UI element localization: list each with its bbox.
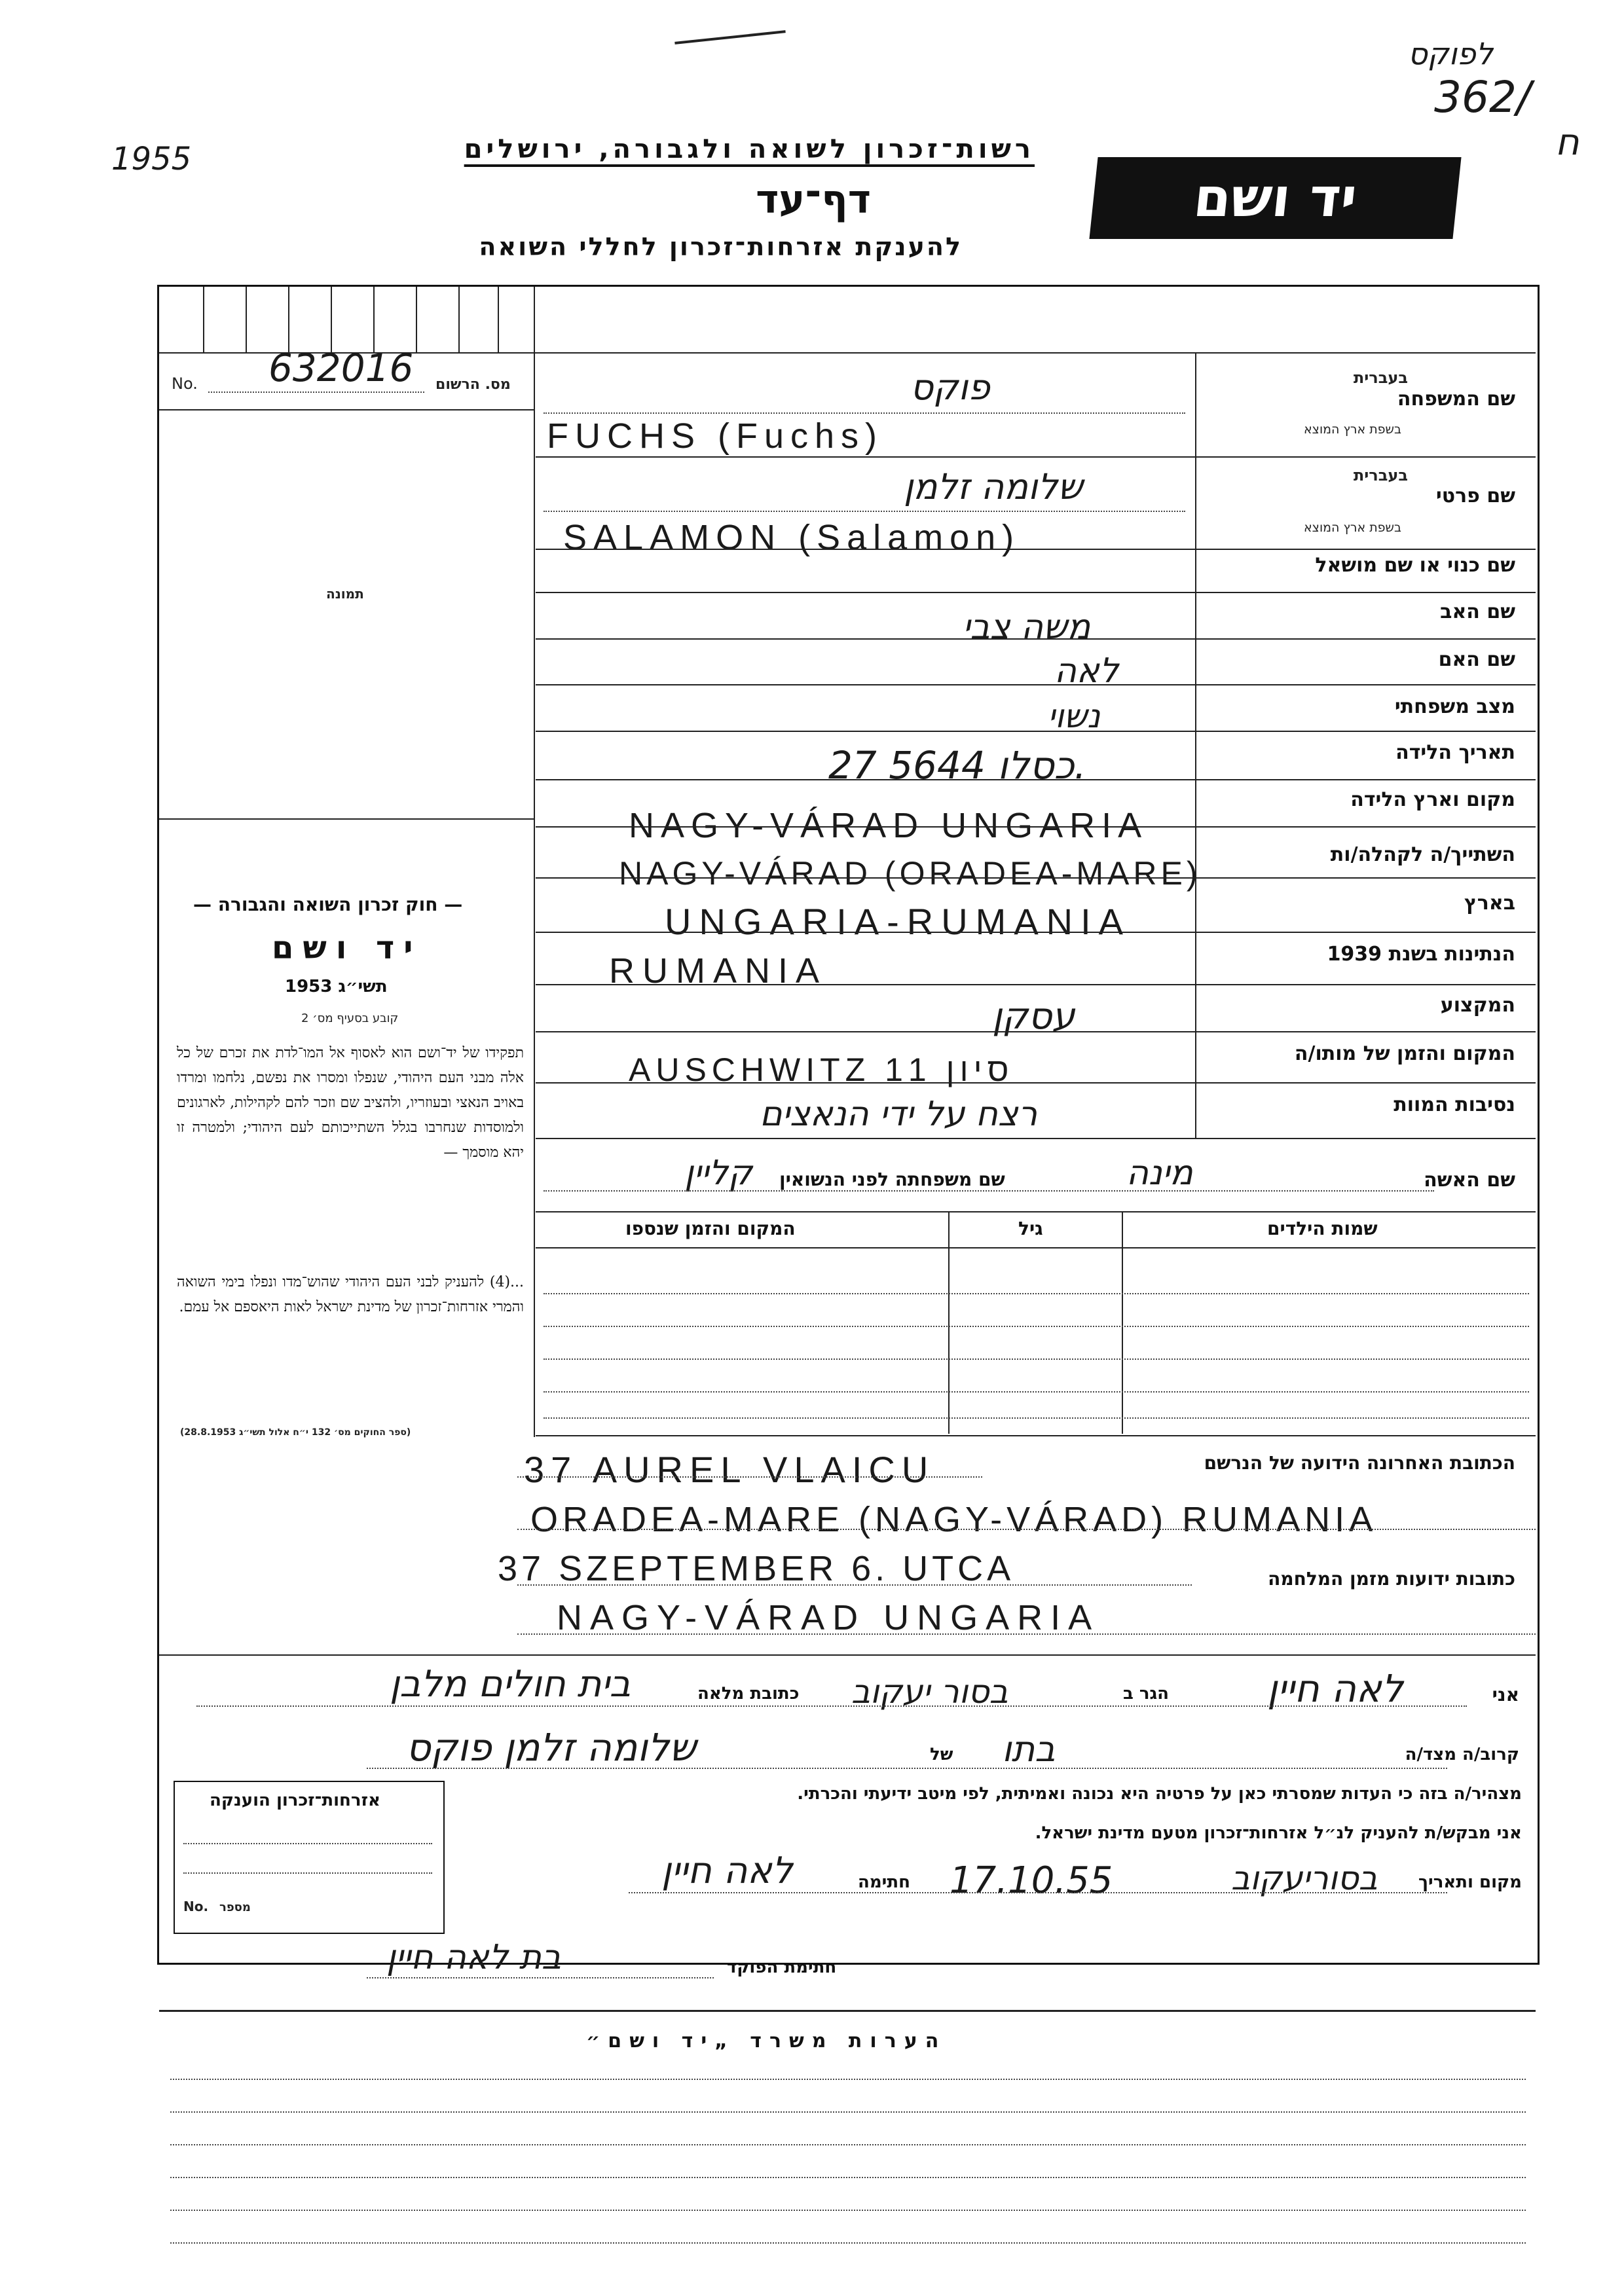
birth-date-label: תאריך הלידה [1395, 741, 1515, 764]
citizenship-box-number-label: מספר [219, 1901, 251, 1914]
strip-cell [246, 287, 247, 352]
birth-date-value: כסלו 5644 27. [828, 743, 1086, 788]
relative-dotted [367, 1768, 1447, 1769]
row-line [536, 779, 1536, 780]
relation-value: בתו [1002, 1728, 1056, 1770]
profession-value: עסקן [992, 995, 1075, 1038]
law-title: — חוק זכרון השואה והגבורה — [193, 894, 463, 915]
resident-value: בסור יעקוב [851, 1673, 1008, 1711]
wife-dotted [544, 1190, 1434, 1192]
first-name-latin: SALAMON (Salamon) [563, 518, 1021, 557]
family-name-hebrew: פוקס [910, 367, 990, 408]
yad-vashem-logo [1089, 157, 1461, 239]
father-value: משה צבי [963, 608, 1091, 647]
officer-label: חתימת הפוקד [727, 1958, 837, 1977]
row-line [536, 1082, 1536, 1084]
table-col-divider [1122, 1211, 1123, 1434]
of-label: של [930, 1745, 953, 1764]
corner-note-3: ח [1555, 121, 1579, 164]
last-address-line2: ORADEA-MARE (NAGY-VÁRAD) RUMANIA [530, 1500, 1378, 1539]
notes-line [170, 2242, 1526, 2244]
strip-cell [288, 287, 289, 352]
children-header-age: גיל [1018, 1218, 1043, 1239]
birth-place-value: NAGY-VÁRAD UNGARIA [629, 806, 1149, 845]
notes-line [170, 2111, 1526, 2113]
declarant-ani-label: אני [1492, 1684, 1519, 1705]
table-row [544, 1358, 1529, 1360]
corner-note-2: 362/ [1434, 72, 1532, 122]
citizenship-label: הנתינות בשנת 1939 [1327, 943, 1515, 966]
row-line [536, 731, 1536, 732]
children-header-place: המקום והזמן שנספו [625, 1218, 796, 1239]
place-value: בסוריעקוב [1231, 1859, 1378, 1897]
institution-name: רשות־זכרון לשואה ולגבורה, ירושלים [464, 134, 1035, 164]
death-place-label: המקום והזמן של מותו/ה [1294, 1042, 1515, 1065]
citizenship-box-dotted [183, 1872, 432, 1874]
notes-line [170, 2210, 1526, 2211]
logo-text: יד ושם [1190, 167, 1360, 229]
row-line [536, 456, 1536, 458]
citizenship-box-dotted [183, 1843, 432, 1844]
war-address-line2: NAGY-VÁRAD UNGARIA [557, 1598, 1100, 1637]
request-text: אני מבקש/ת להעניק לנ״ל אזרחות־זכרון מטעם מדינת ישראל. [1035, 1823, 1522, 1843]
community-label: השתייך/ה לקהלה/ות [1330, 843, 1515, 866]
registration-line [159, 409, 534, 410]
row-line [536, 1138, 1536, 1139]
top-left-note: 1955 [111, 141, 192, 177]
strip-cell [458, 287, 460, 352]
wife-value: מינה [1126, 1154, 1193, 1193]
law-name: יד ושם [272, 930, 422, 966]
profession-label: המקצוע [1440, 994, 1515, 1017]
law-text: תפקידו של יד־ושם הוא לאסוף אל המו־לדת את זכרם של כל אלה מבני העם היהודי, שנפלו ומסרו את נפשם, נלחמו ומרדו באויב הנאצי ובעוזריו, ולהציב שם וזכר להם לקהילות, לארגונים ולמוסדות שנחרבו בגלל השתייכותם לעם היהודי; ולמטרה זו יהא מוסמך — [177, 1045, 524, 1161]
family-name-label: שם המשפחה [1397, 388, 1515, 410]
country-value: UNGARIA-RUMANIA [665, 901, 1132, 942]
signature-label: חתימה [858, 1872, 910, 1892]
address-dotted [517, 1529, 1536, 1530]
of-value: שלומה זלמן פוקס [406, 1725, 697, 1770]
label-divider [1195, 352, 1196, 1138]
law-year: תשי״ג 1953 [285, 977, 388, 996]
citizenship-box-title: אזרחות־זכרון הוענקה [210, 1791, 380, 1810]
table-header-line [536, 1247, 1536, 1248]
table-row [544, 1293, 1529, 1294]
birth-place-label: מקום וארץ הלידה [1350, 788, 1515, 811]
officer-dotted [367, 1977, 714, 1978]
photo-bottom-line [159, 818, 534, 820]
first-name-label: שם פרטי [1435, 484, 1515, 507]
table-row [544, 1417, 1529, 1419]
law-text-2: ...(4) להעניק לבני העם היהודי שהוש־מדו ונפלו בימי השואה והמרי אזרחות־זכרון של מדינת ישראל לאות היאספם אל עמם. [177, 1274, 524, 1315]
father-label: שם האב [1440, 600, 1515, 623]
table-bottom-line [536, 1435, 1536, 1436]
row-line [536, 877, 1536, 879]
top-dash-mark [674, 30, 785, 45]
declarant-name: לאה חיין [1267, 1666, 1403, 1711]
form-subtitle: להענקת אזרחות־זכרון לחללי השואה [479, 232, 963, 261]
table-col-divider [948, 1211, 950, 1434]
family-name-sub-origin: בשפת ארץ המוצא [1303, 422, 1401, 437]
office-notes-title: הערות משרד „יד ושם״ [586, 2030, 947, 2052]
family-name-dotted [544, 412, 1185, 414]
war-address-label: כתובות ידועות מזמן המלחמה [1268, 1568, 1515, 1590]
first-name-dotted [544, 511, 1185, 512]
family-name-latin: FUCHS (Fuchs) [547, 416, 884, 456]
address-dotted [517, 1584, 1192, 1586]
relative-label: קרוב/ה מצד/ה [1405, 1745, 1519, 1764]
marital-label: מצב משפחתי [1394, 695, 1515, 718]
column-divider [534, 287, 535, 1437]
declaration-text: מצהיר/ה בזה כי העדות שמסרתי כאן על פרטיה היא נכונה ואמיתית, לפי מיטב ידיעתי והכרתי. [797, 1784, 1522, 1804]
law-source: (ספר החוקים מס׳ 132 י״ח אלול תשי״ג 28.8.1953) [180, 1427, 411, 1438]
row-line [536, 932, 1536, 933]
place-date-label: מקום ותאריך [1418, 1872, 1522, 1892]
row-line [536, 684, 1536, 685]
officer-value: בת לאה חיין [386, 1938, 561, 1977]
nickname-label: שם כנוי או שם מושאל [1315, 554, 1515, 577]
section-line [159, 1654, 1536, 1656]
signature-value: לאה חיין [661, 1850, 793, 1892]
registration-value: 632016 [268, 346, 414, 390]
row-line [536, 1031, 1536, 1032]
death-place-value: AUSCHWITZ סיון 11 [629, 1051, 1014, 1088]
first-name-sub-origin: בשפת ארץ המוצא [1303, 520, 1401, 535]
citizenship-box-no-label: No. [183, 1899, 209, 1914]
community-value: NAGY-VÁRAD (ORADEA-MARE) [619, 855, 1202, 892]
country-label: בארץ [1464, 892, 1515, 915]
row-line [536, 638, 1536, 640]
strip-cell [203, 287, 204, 352]
family-name-sub-hebrew: בעברית [1353, 369, 1408, 387]
table-row [544, 1391, 1529, 1393]
last-address-label: הכתובת האחרונה הידועה של הנרשם [1204, 1452, 1515, 1474]
registration-label: מס. הרשום [435, 376, 511, 393]
section-line [159, 2010, 1536, 2012]
address-dotted [517, 1633, 1536, 1635]
strip-cell [373, 287, 375, 352]
full-address-value: בית חולים מלבן [390, 1663, 631, 1705]
row-line [536, 1211, 1536, 1212]
wife-label: שם האשה [1424, 1169, 1515, 1192]
war-address-line1: 37 SZEPTEMBER 6. UTCA [498, 1549, 1015, 1588]
strip-cell [331, 287, 332, 352]
maiden-name-value: קליין [684, 1154, 752, 1193]
last-address-line1: 37 AUREL VLAICU [524, 1449, 935, 1490]
death-circ-label: נסיבות המוות [1393, 1093, 1515, 1116]
notes-line [170, 2144, 1526, 2145]
table-row [544, 1326, 1529, 1327]
row-line [536, 549, 1536, 550]
strip-cell [498, 287, 499, 352]
registration-no-label: No. [172, 374, 198, 393]
maiden-name-label: שם משפחתה לפני הנשואין [779, 1169, 1005, 1190]
photo-label: תמונה [326, 586, 364, 602]
row-line [536, 592, 1536, 593]
corner-note-1: לפוקס [1408, 36, 1493, 71]
marital-value: נשוי [1048, 697, 1101, 735]
law-clause: קובע בסעיף מס׳ 2 [301, 1011, 399, 1025]
full-address-label: כתובת מלאה [697, 1684, 800, 1704]
first-name-hebrew: שלומה זלמן [904, 466, 1083, 507]
death-circ-value: רצח על ידי הנאצים [760, 1095, 1038, 1134]
notes-line [170, 2079, 1526, 2080]
form-title: דף־עד [756, 177, 871, 223]
notes-line [170, 2177, 1526, 2178]
address-dotted [517, 1476, 982, 1478]
first-name-sub-hebrew: בעברית [1353, 466, 1408, 484]
date-value: 17.10.55 [950, 1859, 1113, 1902]
resident-label: הגר ב [1123, 1684, 1170, 1704]
declarant-dotted [196, 1705, 1467, 1707]
row-line [536, 826, 1536, 828]
signature-dotted [629, 1892, 1447, 1893]
mother-label: שם האם [1438, 648, 1515, 671]
mother-value: לאה [1054, 651, 1119, 691]
citizenship-value: RUMANIA [609, 951, 828, 991]
row-line [536, 984, 1536, 985]
registration-dotted [208, 392, 424, 393]
children-header-names: שמות הילדים [1267, 1218, 1378, 1239]
strip-cell [416, 287, 417, 352]
